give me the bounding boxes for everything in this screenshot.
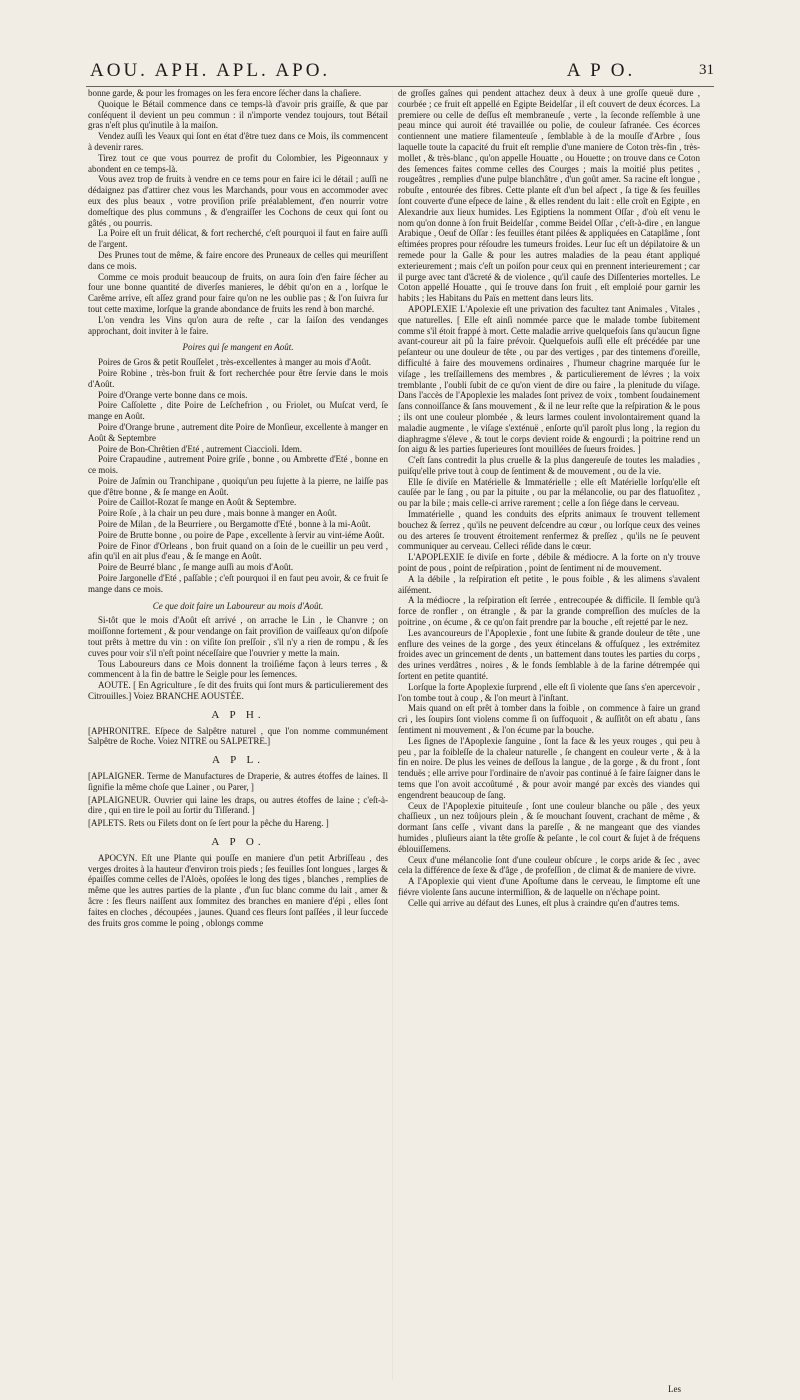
paragraph: Comme ce mois produit beaucoup de fruits, on aura ſoin d'en faire ſécher au four une bonne quantité de diverſes manieres, le débit qu'on en a , lorſque le Carême arrive, eſt aſſez grand pour faire qu'on ne les oublie pas ; & l'on ſuivra ſur tout cette maxime, lorſque la grande abondance de fruits les rend à bon marché. [88,271,388,314]
catchword: Les [668,1384,681,1394]
paragraph: Ceux de l'Apoplexie pituiteuſe , ſont une couleur blanche ou pâle , des yeux chaſſieux , un nez toûjours plein , & ſe mouchant ſouvent, crachant de même , & dormant ſans ceſſe , vivant dans la pareſſe , & ne mangeant que des viandes humides , pluſieurs aiant la tête groſſe & peſante , le col court & ſujet à de fréquens éblouiſſemens. [398,800,700,854]
paragraph: A la médiocre , la reſpiration eſt ſerrée , entrecoupée & difficile. Il ſemble qu'à force de ronfler , on étrangle , & par la grande compreſſion des muſcles de la poitrine , on écume , & ce qu'on fait prendre par la bouche , eſt rejetté par le nez. [398,595,700,628]
running-head-right: A P O. [566,60,636,81]
paragraph: L'on vendra les Vins qu'on aura de reſte , car la ſaiſon des vendanges approchant, doit inviter à le faire. [88,314,388,336]
entry-aplaigneur: [APLAIGNEUR. Ouvrier qui laine les draps, ou autres étoffes de laine ; c'eſt-à-dire , qui en tire le poil au ſortir du Tiſſerand. ] [88,794,388,816]
paragraph: Tirez tout ce que vous pourrez de profit du Colombier, les Pigeonnaux y abondent en ce temps-là. [88,152,388,174]
entry-apocyn: APOCYN. Eſt une Plante qui pouſſe en maniere d'un petit Arbriſſeau , des verges droites à la hauteur d'environ trois pieds ; ſes feuilles ſont longues , larges & épaiſſes comme celles de l'Aloès, opoſées le long des tiges , blanches , remplies de même que les autres parties de la plante , d'un ſuc blanc comme du lait , amer & âcre : ſes fleurs naiſſent aux ſommitez des branches en maniere d'épi , elles ſont faites en cloches , découpées , jaunes. Quand ces fleurs ſont paſſées , il leur ſuccede des fruits gros comme le poing , oblongs comme [88,852,388,928]
pear-item: Poire Roſe , à la chair un peu dure , mais bonne à manger en Août. [98,508,337,519]
section-heading-aph: A P H. [211,708,265,721]
pear-item: Poire de Milan , de la Beurriere , ou Bergamotte d'Eté , bonne à la mi-Août. [98,519,371,530]
paragraph: C'eſt ſans contredit la plus cruelle & la plus dangereuſe de toutes les maladies , puiſqu'elle prive tout à coup de ſentiment & de mouvement , ou de la vie. [398,455,700,476]
paragraph: Immatérielle , quand les conduits des eſprits animaux ſe trouvent tellement bouchez & ſerrez , qu'ils ne peuvent deſcendre au cœur , ou lorſque ceux des veines ou des arteres ſe trouvent étroitement renfermez & preſſez , qu'ils ne ſe peuvent communiquer au cerveau. Celleci réſide dans le cœur. [398,509,700,552]
paragraph: Quoique le Bétail commence dans ce temps-là d'avoir pris graiſſe, & que par conſéquent il devient un peu commun : il n'importe vendez toujours, tout Bétail gras n'eſt plus qu'inutile à la maiſon. [88,98,388,131]
paragraph: Lorſque la forte Apoplexie ſurprend , elle eſt ſi violente que ſans s'en apercevoir , l'on tombe tout à coup , & l'on meurt à l'inſtant. [398,681,700,703]
pear-item: Poire de Brutte bonne , ou poire de Pape , excellente à ſervir au vint-iéme Août. [98,529,385,540]
section-heading-apl: A P L. [211,754,264,767]
pear-item: Poire de Finor d'Orleans , bon fruit quand on a ſoin de le cueillir un peu verd , afin qu'il en ait plus d'eau , & ſe mange en Août. [88,540,388,562]
entry-apoplexie: APOPLEXIE L'Apolexie eſt une privation des facultez tant Animales , Vitales , que naturelles. [ Elle eſt ainſi nommée parce que le malade tombe ſubitement comme s'il étoit frappé à mort. Cette maladie arrive quelquefois ſans qu'aucun ſigne avant-coureur ait pû la faire prévoir. Quelquefois auſſi elle eſt précédée par une peſanteur ou une douleur de tête , ou par des vertiges , par des tintemens d'oreille, difficulté à faire des mouvemens ordinaires , l'humeur chagrine marquée ſur le viſage , les treſſaillemens des membres , & particulierement de lévres ; la voix tremblante , l'oubli ſubit de ce qu'on vient de dire ou faire , la plenitude du viſage. Dans l'accès de l'Apoplexie les malades ſont privez de voix , tombent ſoudainement ſans connoiſſance & ſans mouvement , & il ne leur reſte que la reſpiration & le pous ; ils ont une couleur plombée , & leurs larmes coulent involontairement quand la maladie augmente , le viſage s'exténuë , enſorte qu'il paroît plus long , la region du diaphragme s'éleve , & tout le corps devient roide & engourdi ; la poitrine rend un ſon aigu & les parties ſuperieures ſont mouillées de ſueurs froides. ] [398,303,700,455]
subheading-labourer: Ce que doit faire un Laboureur au mois d'Août. [152,600,324,611]
entry-aplets: [APLETS. Rets ou Filets dont on ſe ſert pour la pêche du Hareng. ] [88,818,329,829]
paragraph: de groſſes gaînes qui pendent attachez deux à deux à une groſſe queuë dure , courbée ; ce fruit eſt appellé en Egipte Beidelſar , il eſt couvert de deux écorces. La premiere ou celle de deſſus eſt membraneuſe , verte , la ſeconde reſſemble à une peau mince qui auroit été travaillée ou polie, de couleur ſafranée. Ces écorces contiennent une matiere filamenteuſe , ſemblable à de la mouſſe d'Arbre , ſous laquelle toute la capacité du fruit eſt remplie d'une maniere de Coton très-fin , très-mollet , & très-blanc , qu'on appelle Houatte , ou Houette ; on trouve dans ce Coton des ſemences faites comme celles des Courges ; mais la moitié plus petites , rougeâtres , remplies d'une pulpe blanchâtre , d'un goût amer. Sa racine eſt longue , robuſte , entourée des fibres. Cette plante eſt d'un bel aſpect , ſa tige & ſes feuilles ſont couverte d'une eſpece de laine , & elles rendent du lait : elle croît en Egipte , en Alexandrie aux lieux humides. Les Egiptiens la nomment Oſſar , d'où eſt venu le nom qu'on donne à ſon fruit Beidelſar , comme Beidel Oſſar , c'eſt-à-dire , en langue Arabique , Oeuf de Oſſar : ſes feuilles étant pilées & appliquées en Cataplâme , ſont eſtimées propres pour réſoudre les tumeurs froides. Leur ſuc eſt un dépilatoire & un remede pour la Galle & pour les autres maladies de la peau étant appliqué exterieurement ; mais c'eſt un poiſon pour ceux qui en prennent interieurement ; car il purge avec tant d'âcreté & de violence , qu'il cauſe des Diſſenteries mortelles. Le Coton appellé Houatte , qui ſe trouve dans ſon fruit , eſt emploié pour garnir les habits ; les Habitans du Païs en mettent dans leurs lits. [398,88,700,304]
pear-item: Poire d'Orange brune , autrement dite Poire de Monſieur, excellente à manger en Août & Septembre [88,421,388,443]
entry-aplaigner: [APLAIGNER. Terme de Manufactures de Draperie, & autres étoffes de laines. Il ſignifie la même choſe que Lainer , ou Parer, ] [88,771,388,792]
running-head [86,60,714,87]
paragraph: Des Prunes tout de même, & faire encore des Pruneaux de celles qui meuriſſent dans ce mois. [88,249,388,271]
paragraph: Les avancoureurs de l'Apoplexie , font une ſubite & grande douleur de tête , une enflure des veines de la gorge , des yeux étincelans & offuſquez , les extrémitez froides avec un grincement de dents , un battement dans toutes les parties du corps , des urines verdâtres , noires , & le fonds ſemblable à de la farine détrempée qui ſortent en petite quantité. [398,627,700,682]
pear-item: Poire de Beurré blanc , ſe mange auſſi au mois d'Août. [98,562,294,573]
pear-item: Poire d'Orange verte bonne dans ce mois. [98,389,248,400]
paragraph: A la débile , la reſpiration eſt petite , le pous foible , & les alimens s'avalent aiſément. [398,573,700,595]
entry-aoute: AOUTE. [ En Agriculture , ſe dit des fruits qui ſont murs & particulierement des Citrouilles.] Voiez BRANCHE AOUSTÉE. [88,680,388,702]
paragraph: Elle ſe diviſe en Matérielle & Immatérielle ; elle eſt Matérielle lorſqu'elle eſt cauſée par le ſang , ou par la pituite , ou par la mélancolie, ou par des flatuoſitez , ou par la bile ; mais celle-ci arrive rarement ; celle a ſon ſiége dans le cerveau. [398,476,700,509]
pear-item: Poires de Gros & petit Rouſſelet , très-excellentes à manger au mois d'Août. [98,357,372,368]
entry-aphronitre: [APHRONITRE. Eſpece de Salpêtre naturel , que l'on nomme communément Salpêtre de Roche. Voiez NITRE ou SALPETRE.] [88,725,388,747]
column-gutter [392,90,393,1380]
paragraph: Les ſignes de l'Apoplexie ſanguine , ſont la face & les yeux rouges , qui peu à peu , par la foibleſſe de la chaleur naturelle , ſe changent en couleur verte , & à la fin en noire. De plus les veines de deſſous la langue , de la gorge , & du front , ſont tenduës ; elle arrive pour l'ordinaire de n'avoir pas continué à ſe faire ſaigner dans le tems que l'on avoit accoûtumé , & pour avoir mangé par excès des viandes qui engendrent beaucoup de ſang. [398,735,700,800]
paragraph: La Poire eſt un fruit délicat, & fort recherché, c'eſt pourquoi il faut en faire auſſi de l'argent. [88,228,388,250]
paragraph: Ceux d'une mélancolie ſont d'une couleur obſcure , le corps aride & ſec , avec cela la différence de ſexe & d'âge , de profeſſion , de climat & de maniere de vivre. [398,854,700,876]
pear-item: Poire Caſſolette , dite Poire de Leſchefrion , ou Friolet, ou Muſcat verd, ſe mange en Août. [88,400,388,422]
paragraph: Celle qui arrive au défaut des Lunes, eſt plus à craindre qu'en d'autres tems. [408,897,680,908]
subheading-pears: Poires qui ſe mangent en Août. [182,342,294,353]
section-heading-apo: A P O. [211,836,265,848]
paragraph: Vous avez trop de fruits à vendre en ce tems pour en faire ici le détail ; auſſi ne dédaignez pas d'attirer chez vous les Marchands, pour vous en accommoder avec eux des plus beaux , votre proviſion priſe préalablement, d'en nourrir votre domeſtique des plus communs , & d'engraiſſer les Cochons de ceux qui ſont ou gâtés , ou pourris. [88,174,388,228]
running-head-left: AOU. APH. APL. APO. [90,60,331,81]
pear-item: Poire de Caillot-Rozat ſe mange en Août & Septembre. [98,497,297,508]
pear-item: Poire de Jaſmin ou Tranchipane , quoiqu'un peu ſujette à la pierre, ne laiſſe pas que d'être bonne , & ſe mange en Août. [88,475,388,497]
pear-item: Poire de Bon-Chrêtien d'Eté , autrement Ciaccioli. Idem. [98,443,303,454]
pear-item: Poire Crapaudine , autrement Poire griſe , bonne , ou Ambrette d'Eté , bonne en ce mois. [88,454,388,476]
pear-item: Poire Robine , très-bon fruit & fort recherchée pour être ſervie dans le mois d'Août. [88,367,388,389]
paragraph: bonne garde, & pour les fromages on les fera encore ſécher dans la chaſiere. [88,88,362,98]
paragraph: L'APOPLEXIE ſe diviſe en forte , débile & médiocre. A la forte on n'y trouve point de pous , point de reſpiration , point de ſentiment ni de mouvement. [398,552,700,574]
paragraph: Tous Laboureurs dans ce Mois donnent la troiſiéme façon à leurs terres , & commencent à la fin de battre le Seigle pour les ſemences. [88,658,388,680]
right-column [398,88,700,909]
paragraph: A l'Apoplexie qui vient d'une Apoſtume dans le cerveau, le ſimptome eſt une fiévre violente ſans aucune intermiſſion, & de laquelle on n'échape point. [398,876,700,897]
paragraph: Mais quand on eſt prêt à tomber dans la foible , on commence à faire un grand cri , les ſoupirs ſont violens comme ſi on ſuffoquoit , & auſſitôt on eſt abatu , ſans ſentiment ni mouvement , & l'on écume par la bouche. [398,703,700,736]
paragraph: Vendez auſſi les Veaux qui ſont en état d'être tuez dans ce Mois, ils commencent à devenir rares. [88,131,388,152]
left-column [88,88,388,928]
page-number: 31 [699,62,714,78]
pear-item: Poire Jargonelle d'Eté , paſſable ; c'eſt pourquoi il en faut peu avoir, & ce fruit ſe mange dans ce mois. [88,573,388,594]
paragraph: Si-tôt que le mois d'Août eſt arrivé , on arrache le Lin , le Chanvre ; on moiſſonne fortement , & pour vendange on fait proviſion de vaiſſeaux qu'on diſpoſe tout prêts à mettre du vin : on viſite ſon preſſoir , s'il n'y a rien de rompu , & ſes cuves pour voir s'il n'eſt point néceſſaire que l'ouvrier y mette la main. [88,615,388,658]
